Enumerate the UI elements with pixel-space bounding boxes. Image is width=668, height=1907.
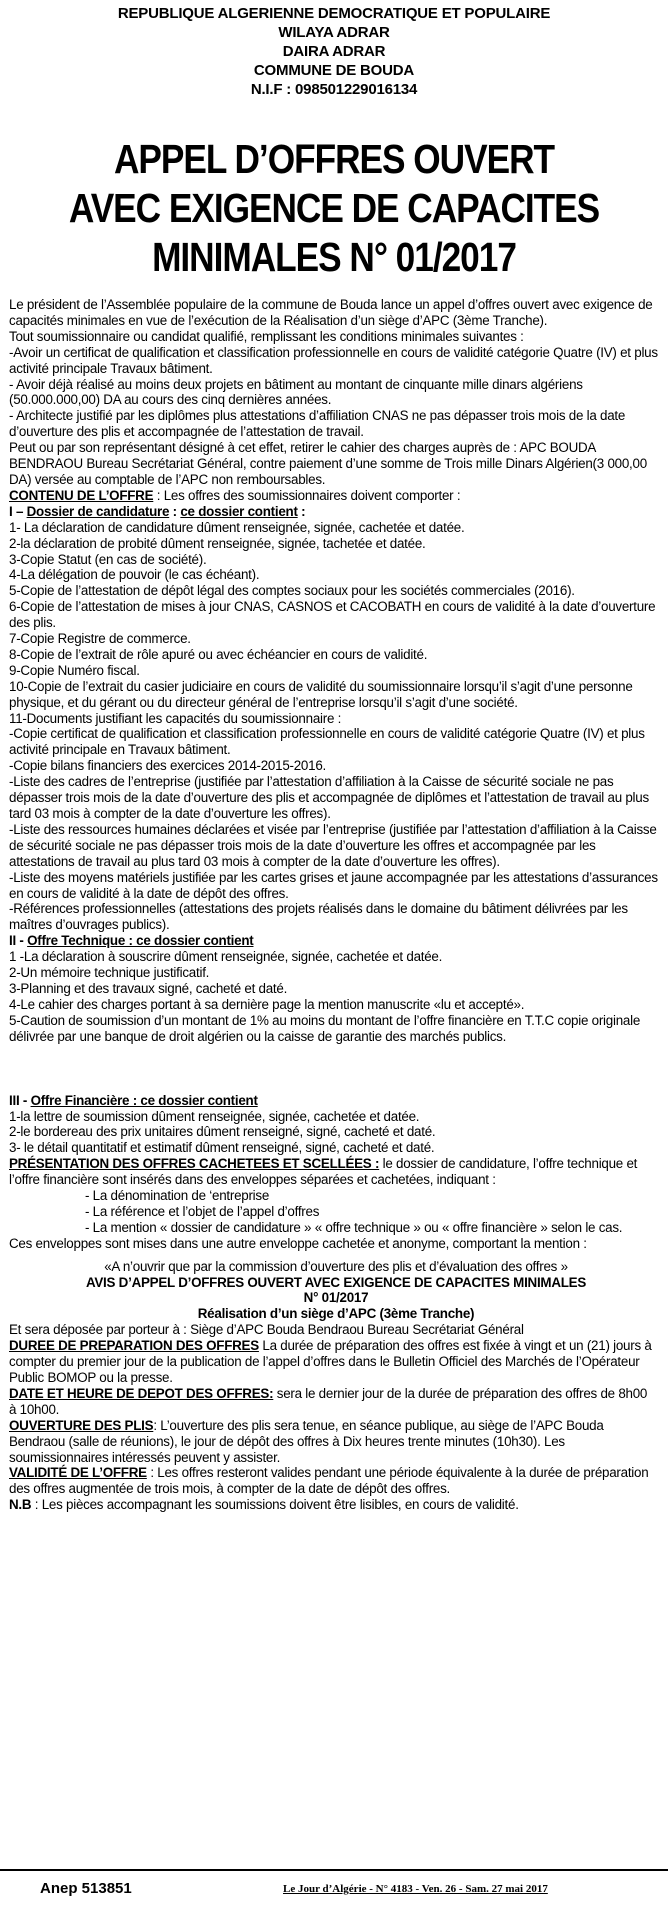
list-item: 1- La déclaration de candidature dûment renseignée, signée, cachetée et datée. (9, 519, 465, 535)
list-item: 11-Documents justifiant les capacités du soumissionnaire : (9, 710, 342, 726)
presentation-text: le dossier de candidature, l’offre technique et l’offre financière sont insérés dans des enveloppes séparées et cachetées, indiquant : (9, 1156, 638, 1188)
retrieval-paragraph: Peut ou par son représentant désigné à cet effet, retirer le cahier des charges auprès de : APC BOUDA BENDRAOU Bureau Secrétariat Général, contre paiement d’une somme de Trois mille Dinars Algérien(3 000,00 DA) versée au comptable de l’APC non remboursables. (9, 440, 647, 487)
list-item: 5-Copie de l’attestation de dépôt légal des comptes sociaux pour les sociétés commerciales (2016). (9, 583, 575, 599)
list-item: -Copie bilans financiers des exercices 2014-2015-2016. (9, 758, 326, 774)
list-item: 1 -La déclaration à souscrire dûment renseignée, signée, cachetée et datée. (9, 949, 443, 965)
list-item: 3-Planning et des travaux signé, cacheté et daté. (9, 980, 288, 996)
deposit-date-paragraph-2: à 10h00. (9, 1401, 60, 1417)
list-item: - La référence et l’objet de l’appel d’offres (85, 1203, 320, 1219)
open-only-mention: «A n’ouvrir que par la commission d’ouverture des plis et d’évaluation des offres » (104, 1258, 568, 1274)
financial-heading (9, 1093, 663, 1109)
list-item: 2-Un mémoire technique justificatif. (9, 965, 210, 981)
title-line-2: AVEC EXIGENCE DE CAPACITES (68, 185, 600, 231)
validity-label: VALIDITÉ DE L’OFFRE (9, 1465, 147, 1481)
candidature-label: Dossier de candidature (26, 503, 170, 519)
list-item: -Liste des moyens matériels justifiée par les cartes grises et jaune accompagnée par les attestations d’assurances en cours de validité à la date de dépôt des offres. (9, 869, 658, 901)
deposit-date-label: DATE ET HEURE DE DEPOT DES OFFRES: (9, 1385, 274, 1401)
list-item: 10-Copie de l’extrait du casier judiciaire en cours de validité du soumissionnaire lorsqu’il s’agit d’une personne physique, et du gérant ou du directeur général de l’entreprise lorsqu’il s’agit d’une société. (9, 678, 633, 710)
header-daira: DAIRA ADRAR (282, 43, 386, 60)
nb-text: : Les pièces accompagnant les soumissions doivent être lisibles, en cours de validité. (31, 1497, 519, 1513)
avis-title-3: Réalisation d’un siège d’APC (3ème Tranche) (197, 1306, 475, 1322)
opening-paragraph (9, 1418, 663, 1466)
notice-body (9, 297, 663, 1513)
header-republic: REPUBLIQUE ALGERIENNE DEMOCRATIQUE ET POPULAIRE (117, 5, 551, 22)
nb-label: N.B (9, 1497, 32, 1513)
presentation-paragraph (9, 1156, 663, 1188)
condition-3b: d’ouverture des plis et accompagnée de l’attestation de travail. (9, 424, 364, 440)
list-item: - La mention « dossier de candidature » « offre technique » ou « offre financière » selon le cas. (85, 1219, 623, 1235)
title-line-1: APPEL D’OFFRES OUVERT (113, 136, 555, 182)
notice-title (47, 135, 621, 282)
candidature-sep: : (169, 503, 181, 519)
condition-1: -Avoir un certificat de qualification et classification professionnelle en cours de validité catégorie Quatre (IV) et plus activité principale Travaux bâtiment. (9, 344, 658, 376)
duration-text: La durée de préparation des offres est fixée à vingt et un (21) jours à compter du premier jour de la publication de l’appel d’offres dans le Bulletin Officiel des Marchés de l’Opérateur Public BOMOP ou la presse. (9, 1338, 652, 1385)
financial-prefix: III - (9, 1092, 31, 1108)
candidature-suffix: : (297, 503, 306, 519)
candidature-heading (9, 504, 663, 520)
list-item: 9-Copie Numéro fiscal. (9, 662, 140, 678)
list-item: 3-Copie Statut (en cas de société). (9, 551, 207, 567)
avis-title-2: N° 01/2017 (303, 1290, 369, 1306)
offer-content-text: : Les offres des soumissionnaires doivent comporter : (153, 487, 461, 503)
header-nif: N.I.F : 098501229016134 (250, 81, 418, 98)
list-item: 3- le détail quantitatif et estimatif dûment renseigné, signé, cacheté et daté. (9, 1140, 435, 1156)
list-item: 8-Copie de l’extrait de rôle apuré ou avec échéancier en cours de validité. (9, 646, 428, 662)
opening-text: : L’ouverture des plis sera tenue, en séance publique, au siège de l’APC Bouda Bendraou (salle de réunions), le jour de dépôt des offres à Dix heures trente minutes (10h30). Les soumissionnaires intéressés peuvent y assister. (9, 1417, 604, 1465)
avis-title-1: AVIS D’APPEL D’OFFRES OUVERT AVEC EXIGENCE DE CAPACITES MINIMALES (85, 1274, 587, 1290)
header-wilaya: WILAYA ADRAR (278, 24, 390, 41)
presentation-label: PRÉSENTATION DES OFFRES CACHETEES ET SCELLÉES : (9, 1156, 380, 1172)
list-item: 5-Caution de soumission d’un montant de 1% au moins du montant de l’offre financière en T.T.C copie originale délivrée par une banque de droit algérien ou la caisse de garantie des marchés publics. (9, 1012, 641, 1044)
deposit-date-paragraph (9, 1386, 663, 1402)
list-item: -Liste des ressources humaines déclarées et visée par l’entreprise (justifiée par l’attestation d’affiliation à la Caisse de sécurité sociale ne pas dépasser trois mois de la date d’ouverture les offres et accompagnée par les attestations de travail au plus tard 03 mois à compter de la date d’ouverture les offres). (9, 821, 657, 869)
deposit-date-text: sera le dernier jour de la durée de préparation des offres de 8h00 (273, 1385, 648, 1401)
intro-paragraph: Le président de l’Assemblée populaire de la commune de Bouda lance un appel d’offres ouvert avec exigence de capacités minimales en vue de l’exécution de la Réalisation d’un siège d’APC (3ème Tranche). (9, 297, 653, 328)
list-item: 2-le bordereau des prix unitaires dûment renseigné, signé, cacheté et daté. (9, 1124, 436, 1140)
envelope-paragraph: Ces enveloppes sont mises dans une autre enveloppe cachetée et anonyme, comportant la mention : (9, 1235, 587, 1251)
opening-label: OUVERTURE DES PLIS (9, 1417, 154, 1433)
candidature-prefix: I – (9, 503, 27, 519)
list-item: 2-la déclaration de probité dûment renseignée, signée, tachetée et datée. (9, 535, 426, 551)
list-item: -Références professionnelles (attestations des projets réalisés dans le domaine du bâtiment délivrées par les maîtres d’ouvrages publics). (9, 901, 628, 933)
condition-3a: - Architecte justifié par les diplômes plus attestations d’affiliation CNAS ne pas dépasser trois mois de la date (9, 408, 626, 424)
journal-reference: Le Jour d’Algérie - N° 4183 - Ven. 26 - Sam. 27 mai 2017 (283, 1883, 548, 1895)
footer-rule (0, 1869, 668, 1871)
candidature-label-2: ce dossier contient (180, 503, 298, 519)
duration-paragraph (9, 1338, 663, 1386)
technical-prefix: II - (9, 933, 28, 949)
validity-paragraph (9, 1465, 663, 1497)
offer-content-label: CONTENU DE L’OFFRE (9, 487, 154, 503)
spacer (9, 1045, 663, 1093)
header-block (0, 0, 668, 99)
condition-2: - Avoir déjà réalisé au moins deux projets en bâtiment au montant de cinquante mille dinars algériens (50.000.000,00) DA au cours des cinq dernières années. (9, 376, 583, 408)
list-item: - La dénomination de ‘entreprise (85, 1188, 270, 1204)
title-line-3: MINIMALES N° 01/2017 (152, 234, 516, 280)
list-item: 4-La délégation de pouvoir (le cas échéant). (9, 567, 260, 583)
list-item: -Copie certificat de qualification et classification professionnelle en cours de validité catégorie Quatre (IV) et plus activité principale en Travaux bâtiment. (9, 726, 645, 758)
offer-content-heading (9, 488, 663, 504)
duration-label: DUREE DE PREPARATION DES OFFRES (9, 1338, 259, 1354)
conditions-intro: Tout soumissionnaire ou candidat qualifié, remplissant les conditions minimales suivantes : (9, 328, 524, 344)
list-item: -Liste des cadres de l’entreprise (justifiée par l’attestation d’affiliation à la Caisse de sécurité sociale ne pas dépasser trois mois de la date d’ouverture des plis et accompagnée de diplômes et l’attestation de travail au plus tard 03 mois à compter de la date d’ouverture les offres). (9, 774, 649, 821)
list-item: 6-Copie de l’attestation de mises à jour CNAS, CASNOS et CACOBATH en cours de validité à la date d’ouverture des plis. (9, 599, 656, 631)
deposit-paragraph: Et sera déposée par porteur à : Siège d’APC Bouda Bendraou Bureau Secrétariat Général (9, 1322, 524, 1338)
list-item: 1-la lettre de soumission dûment renseignée, signée, cachetée et datée. (9, 1108, 420, 1124)
footer (0, 1880, 668, 1900)
header-commune: COMMUNE DE BOUDA (253, 62, 415, 79)
financial-label: Offre Financière : ce dossier contient (30, 1092, 258, 1108)
list-item: 7-Copie Registre de commerce. (9, 631, 191, 647)
list-item: 4-Le cahier des charges portant à sa dernière page la mention manuscrite «lu et accepté». (9, 996, 525, 1012)
anep-reference: Anep 513851 (40, 1880, 132, 1897)
technical-heading (9, 933, 663, 949)
validity-text: : Les offres resteront valides pendant une période équivalente à la durée de préparation des offres augmentée de trois mois, à compter de la date de dépôt des offres. (9, 1465, 649, 1497)
nb-paragraph (9, 1497, 663, 1513)
technical-label: Offre Technique : ce dossier contient (27, 933, 254, 949)
